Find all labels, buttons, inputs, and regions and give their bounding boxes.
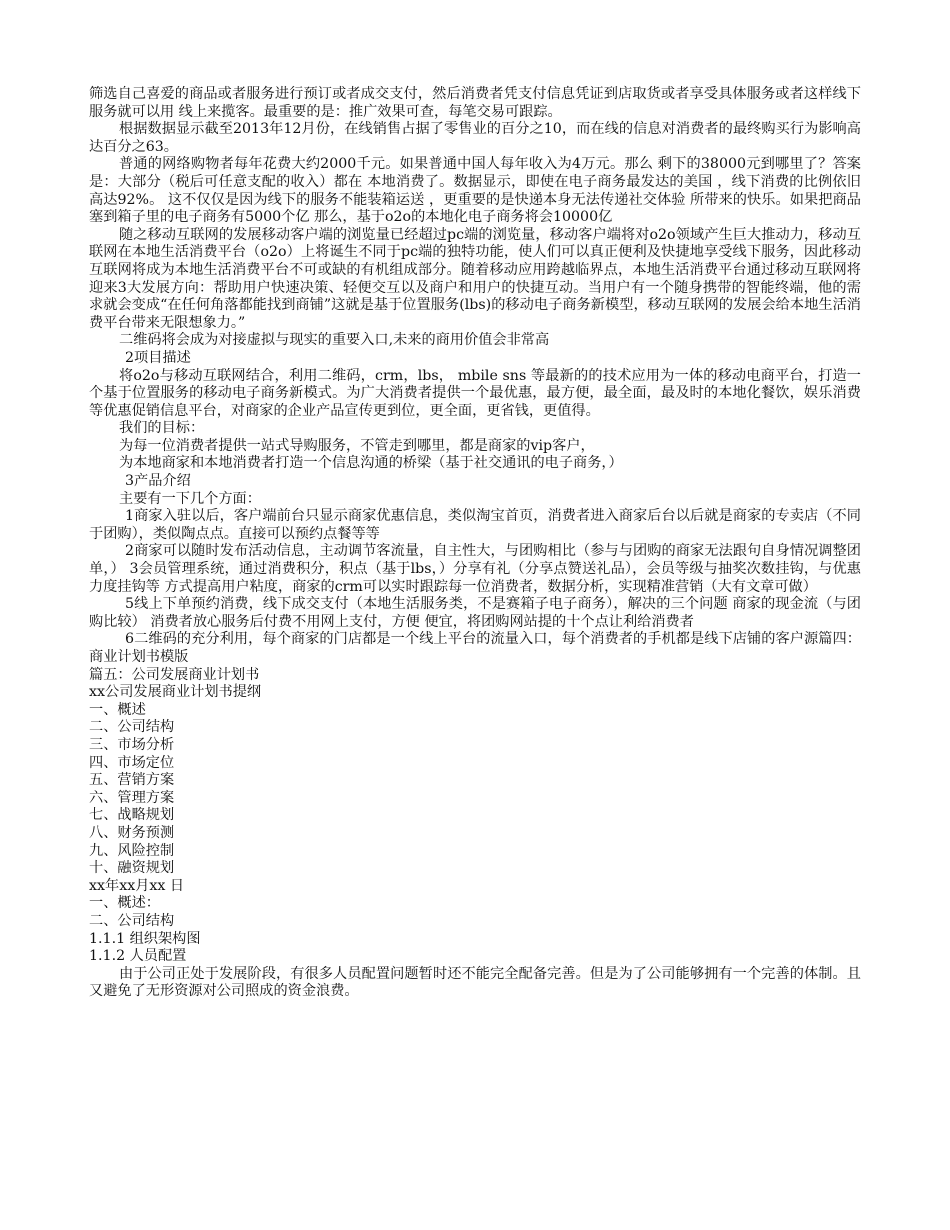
section-heading: 二、公司结构 bbox=[89, 912, 175, 929]
paragraph: 我们的目标： bbox=[119, 420, 205, 437]
paragraph: 篇五：公司发展商业计划书 bbox=[89, 666, 260, 683]
paragraph: 由于公司正处于发展阶段，有很多人员配置问题暂时还不能完全配备完善。但是为了公司能够拥有一个完善的体制。且又避免了无形资源对公司照成的资金浪费。 bbox=[89, 965, 861, 1000]
paragraph: 为本地商家和本地消费者打造一个信息沟通的桥梁（基于社交通讯的电子商务，） bbox=[119, 455, 623, 472]
paragraph: 2商家可以随时发布活动信息，主动调节客流量，自主性大，与团购相比（参与与团购的商家无法跟句自身情况调整团单，） 3会员管理系统，通过消费积分，积点（基于lbs，）分享有礼（分享点赞送礼品），会员等级与抽奖次数挂钩，与优惠力度挂钩等 方式提高用户粘度，商家的crm可以实时跟踪每一位消费者，数据分析，实现精准营销（大有文章可做） bbox=[89, 543, 861, 595]
paragraph: 6二维码的充分利用，每个商家的门店都是一个线上平台的流量入口，每个消费者的手机都是线下店铺的客户源篇四：商业计划书模版 bbox=[89, 631, 861, 665]
outline-item: 九、风险控制 bbox=[89, 842, 175, 859]
paragraph: 主要有一下几个方面： bbox=[119, 490, 261, 507]
paragraph: 普通的网络购物者每年花费大约2000千元。如果普通中国人每年收入为4万元。那么 剩下的38000元到哪里了？答案是：大部分（税后可任意支配的收入）都在 本地消费了。数据显示，即使在电子商务最发达的美国 ，线下消费的比例依旧高达92%。 这不仅仅是因为线下的服务不能装箱运送 ，更重要的是快递本身无法传递社交体验 所带来的快乐。如果把商品塞到箱子里的电子商务有5000个亿 那么，基于o2o的本地化电子商务将会10000亿 bbox=[89, 156, 861, 226]
paragraph: 二维码将会成为对接虚拟与现实的重要入口,未来的商用价值会非常高 bbox=[119, 332, 550, 349]
outline-item: 六、管理方案 bbox=[89, 789, 175, 806]
subsection-heading: 1.1.1 组织架构图 bbox=[89, 930, 201, 947]
paragraph: 根据数据显示截至2013年12月份，在线销售占据了零售业的百分之10，而在线的信息对消费者的最终购买行为影响高达百分之63。 bbox=[89, 121, 861, 155]
outline-item: 八、财务预测 bbox=[89, 824, 175, 841]
section-heading: 2项目描述 bbox=[125, 349, 191, 366]
paragraph: 1商家入驻以后，客户端前台只显示商家优惠信息，类似淘宝首页，消费者进入商家后台以后就是商家的专卖店（不同于团购），类似陶点点。直接可以预约点餐等等 bbox=[89, 508, 861, 542]
paragraph: 筛选自己喜爱的商品或者服务进行预订或者成交支付，然后消费者凭支付信息凭证到店取货或者享受具体服务或者这样线下服务就可以用 线上来揽客。最重要的是：推广效果可查，每笔交易可跟踪。 bbox=[89, 86, 861, 120]
section-heading: 一、概述： bbox=[89, 895, 160, 912]
section-heading: 3产品介绍 bbox=[125, 473, 191, 490]
outline-item: 三、市场分析 bbox=[89, 736, 175, 753]
outline-item: 五、营销方案 bbox=[89, 772, 175, 789]
outline-item: 十、融资规划 bbox=[89, 860, 175, 877]
outline-item: 四、市场定位 bbox=[89, 754, 175, 771]
outline-item: 一、概述 bbox=[89, 701, 146, 718]
date-line: xx年xx月xx 日 bbox=[89, 877, 185, 894]
paragraph: 随之移动互联网的发展移动客户端的浏览量已经超过pc端的浏览量，移动客户端将对o2o领域产生巨大推动力，移动互联网在本地生活消费平台（o2o）上将诞生不同于pc端的独特功能，使人们可以真正便利及快捷地享受线下服务，因此移动互联网将成为本地生活消费平台不可或缺的有机组成部分。随着移动应用跨越临界点，本地生活消费平台通过移动互联网将迎来3大发展方向：帮助用户快速决策、轻便交互以及商户和用户的快捷互动。当用户有一个随身携带的智能终端，他的需求就会变成“在任何角落都能找到商铺”这就是基于位置服务(lbs)的移动电子商务新模型，移动互联网的发展会给本地生活消费平台带来无限想象力。” bbox=[89, 226, 861, 331]
outline-item: 七、战略规划 bbox=[89, 807, 175, 824]
document-body bbox=[89, 86, 861, 1001]
outline-title: xx公司发展商业计划书提纲 bbox=[89, 684, 262, 701]
paragraph: 为每一位消费者提供一站式导购服务，不管走到哪里，都是商家的vip客户， bbox=[119, 437, 595, 454]
subsection-heading: 1.1.2 人员配置 bbox=[89, 948, 187, 965]
paragraph: 将o2o与移动互联网结合，利用二维码，crm，lbs， mbile sns 等最新的的技术应用为一体的移动电商平台，打造一个基于位置服务的移动电子商务新模式。为广大消费者提供一个最优惠，最方便，最全面，最及时的本地化餐饮，娱乐消费等优惠促销信息平台，对商家的企业产品宣传更到位，更全面，更省钱，更值得。 bbox=[89, 367, 861, 419]
outline-item: 二、公司结构 bbox=[89, 719, 175, 736]
paragraph: 5线上下单预约消费，线下成交支付（本地生活服务类，不是赛箱子电子商务），解决的三个问题 商家的现金流（与团购比较） 消费者放心服务后付费不用网上支付，方便 便宜，将团购网站提的十个点让利给消费者 bbox=[89, 596, 861, 630]
